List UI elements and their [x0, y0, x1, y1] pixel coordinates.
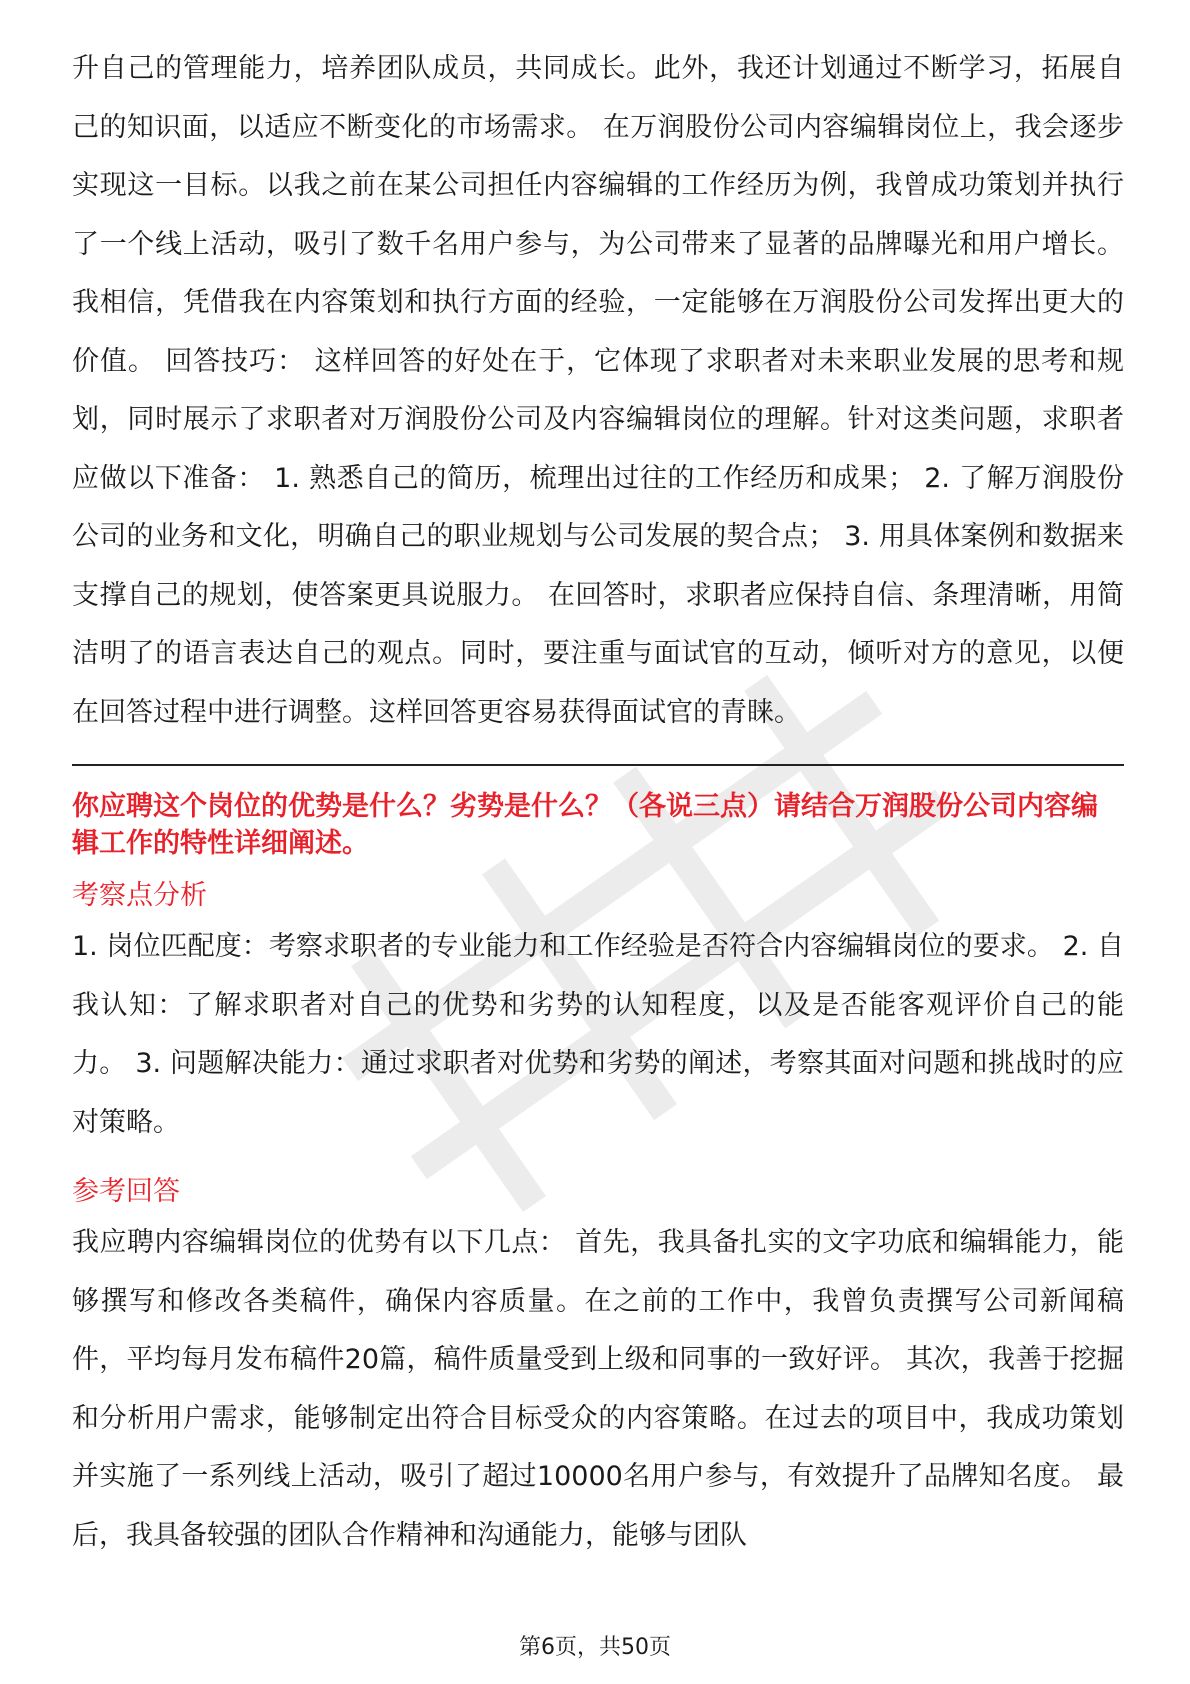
section-divider: [72, 764, 1124, 766]
answer-heading: 参考回答: [72, 1176, 180, 1207]
analysis-body: 1. 岗位匹配度：考察求职者的专业能力和工作经验是否符合内容编辑岗位的要求。 2. 自我认知：了解求职者对自己的优势和劣势的认知程度，以及是否能客观评价自己的能力。 3. 问题解决能力：通过求职者对优势和劣势的阐述，考察其面对问题和挑战时的应对策略。: [72, 931, 1124, 1138]
answer-body: 我应聘内容编辑岗位的优势有以下几点： 首先，我具备扎实的文字功底和编辑能力，能够撰写和修改各类稿件，确保内容质量。在之前的工作中，我曾负责撰写公司新闻稿件，平均每月发布稿件20篇，稿件质量受到上级和同事的一致好评。 其次，我善于挖掘和分析用户需求，能够制定出符合目标受众的内容策略。在过去的项目中，我成功策划并实施了一系列线上活动，吸引了超过10000名用户参与，有效提升了品牌知名度。 最后，我具备较强的团队合作精神和沟通能力，能够与团队: [72, 1227, 1124, 1551]
page-footer: 第6页，共50页: [519, 1635, 671, 1660]
main-content: [72, 40, 1124, 1565]
intro-paragraph: 升自己的管理能力，培养团队成员，共同成长。此外，我还计划通过不断学习，拓展自己的知识面，以适应不断变化的市场需求。 在万润股份公司内容编辑岗位上，我会逐步实现这一目标。以我之前在某公司担任内容编辑的工作经历为例，我曾成功策划并执行了一个线上活动，吸引了数千名用户参与，为公司带来了显著的品牌曝光和用户增长。我相信，凭借我在内容策划和执行方面的经验，一定能够在万润股份公司发挥出更大的价值。 回答技巧： 这样回答的好处在于，它体现了求职者对未来职业发展的思考和规划，同时展示了求职者对万润股份公司及内容编辑岗位的理解。针对这类问题，求职者应做以下准备： 1. 熟悉自己的简历，梳理出过往的工作经历和成果； 2. 了解万润股份公司的业务和文化，明确自己的职业规划与公司发展的契合点； 3. 用具体案例和数据来支撑自己的规划，使答案更具说服力。 在回答时，求职者应保持自信、条理清晰，用简洁明了的语言表达自己的观点。同时，要注重与面试官的互动，倾听对方的意见，以便在回答过程中进行调整。这样回答更容易获得面试官的青睐。: [72, 53, 1124, 728]
interview-question: 你应聘这个岗位的优势是什么？劣势是什么？（各说三点）请结合万润股份公司内容编辑工作的特性详细阐述。: [72, 791, 1098, 859]
analysis-heading: 考察点分析: [72, 880, 207, 911]
